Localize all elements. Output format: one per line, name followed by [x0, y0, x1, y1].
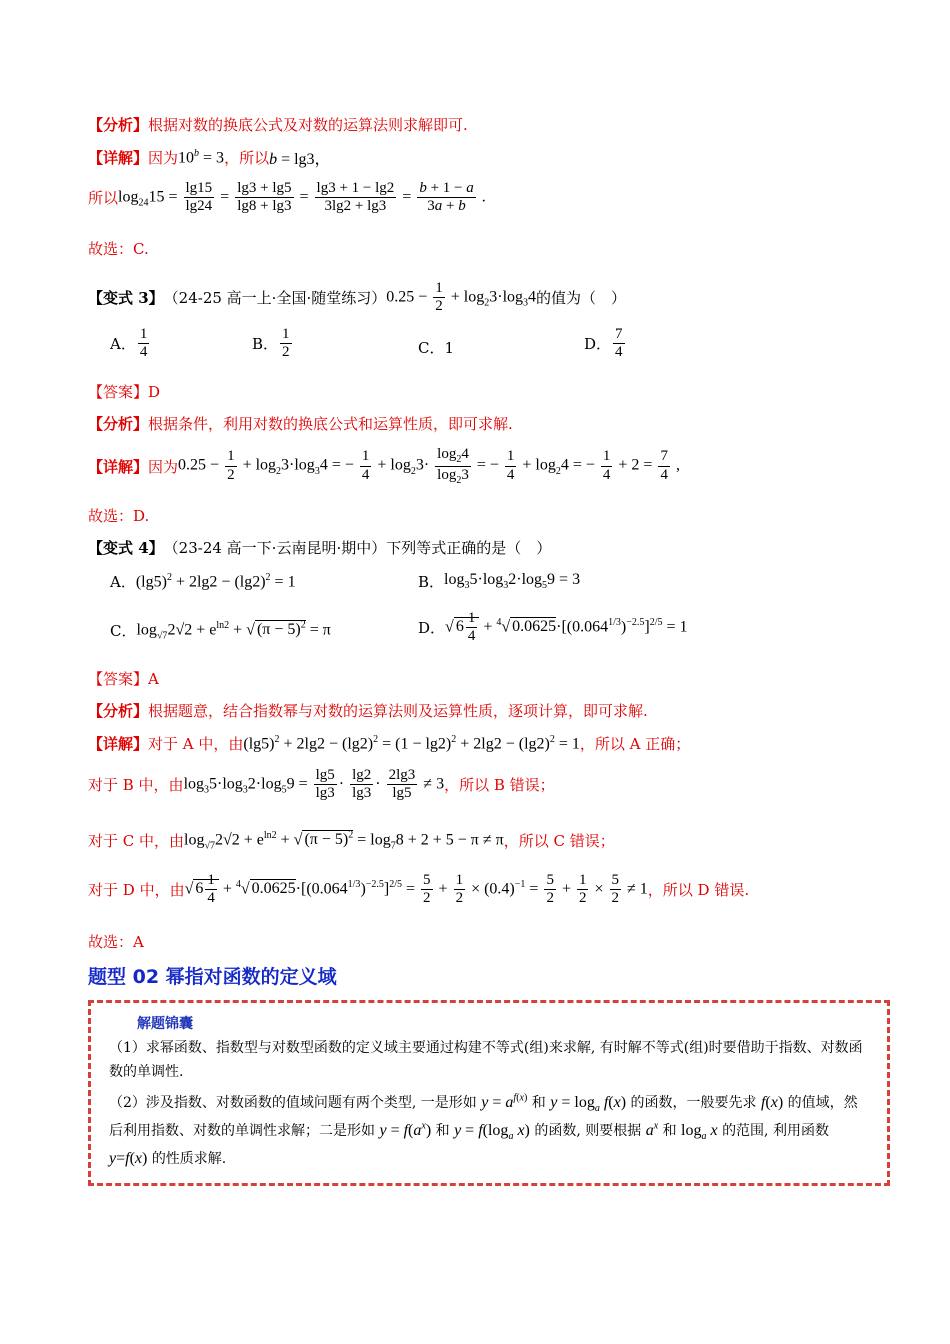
choose-line: 故选：A [88, 933, 144, 951]
box-title: 解题锦囊 [137, 1016, 193, 1032]
option-b: B． $\frac{1}{2}$ [252, 326, 290, 361]
detail-line-c: 对于 C 中，由 $\log_{√7}2√2 + e^{ln2}$ + √ $(\pi - 5)^2 = \log_78 + 2 + 5 - \pi \ne \pi$ ，所以 C 错误； [88, 830, 615, 852]
analysis-text: 根据对数的换底公式及对数的运算法则求解即可. [148, 116, 468, 134]
detail-line-a: 【详解】 对于 A 中，由 $(\lg 5)^2 + 2\lg 2 - (\lg 2)^2 = (1 - \lg 2)^2 + 2\lg 2 - (\lg 2)^2 = 1$ ，所以 A 正确； [88, 733, 691, 753]
variant4-stem: 【变式 4】 （23-24 高一下·云南昆明·期中） 下列等式正确的是（ ） [88, 539, 552, 557]
option-c: C． $\log_{√7}2√2 + e^{ln2}$ + √ $(\pi - 5)^2 = \pi$ [110, 620, 331, 642]
option-a: A． $\frac{1}{4}$ [110, 326, 148, 361]
detail-line-d: 对于 D 中，由 √ 6 $\frac{1}{4}$ + $^4$√ $0.0625\cdot[(0.064^{1/3})^{-2.5}]^{2/5}$ = $\frac{5}{2}$ + $\frac{1}{2}$ × $(0.4)^{-1}$ = $\frac{5}{2}$ + $\frac{1}{2}$ × $\frac{5}{2}$ ≠ 1 ，所以 D 错误. [88, 872, 750, 907]
variant-label: 【变式 3】 [88, 289, 164, 308]
choose-line: 故选：D. [88, 507, 150, 525]
answer-line: 【答案】D [88, 383, 161, 401]
source-text: （24-25 高一上·全国·随堂练习） [163, 289, 387, 308]
detail-mid: ，所以 [224, 149, 270, 167]
analysis-tag: 【分析】 [88, 116, 149, 134]
detail-line: 【详解】 因为 0.25 − $\frac{1}{2}$ + $\log_23\cdot\log_34$ = − $\frac{1}{4}$ + $\log_23\cdot$ $\frac{\log_24}{\log_23}$ = − $\frac{1}{4}$ + $\log_24$ = − $\frac{1}{4}$ + 2 = $\frac{7}{4}$ , [88, 446, 680, 486]
choose-line: 故选：C. [88, 240, 149, 258]
math-expr: $\log_{24}15$ = $\frac{\lg 15}{\lg 24}$ = $\frac{\lg 3 + \lg 5}{\lg 8 + \lg 3}$ = $\frac{\lg 3 + 1 - \lg 2}{3\lg 2 + \lg 3}$ = $\frac{b + 1 - a}{3a + b}$ . [118, 180, 486, 215]
option-d: D． $\frac{7}{4}$ [584, 326, 623, 361]
analysis-line: 【分析】 根据条件，利用对数的换底公式和运算性质，即可求解. [88, 415, 513, 433]
derivation-line [88, 180, 486, 216]
detail-text: 因为 [148, 149, 179, 167]
tip-paragraph-1: （1）求幂函数、指数型与对数型函数的定义域主要通过构建不等式(组)来求解, 有时解不等式(组)时要借助于指数、对数函数的单调性. [109, 1040, 863, 1080]
detail-line-b: 对于 B 中，由 $\log_35\cdot\log_32\cdot\log_59$ = $\frac{\lg 5}{\lg 3}$ · $\frac{\lg 2}{\lg 3}$ · $\frac{2\lg 3}{\lg 5}$ ≠ 3 ，所以 B 错误； [88, 767, 555, 802]
option-c: C．1 [418, 339, 455, 357]
analysis-line: 【分析】 根据题意，结合指数幂与对数的运算法则及运算性质，逐项计算，即可求解. [88, 702, 648, 720]
tip-paragraph-2: （2）涉及指数、对数函数的值域问题有两个类型, 一是形如 $y = a^{f(x)}$ 和 $y = \log_a f(x)$ 的函数，一般要先求 f(x) 的值域，然后利用指数、对数的单调性求解；二是形如 $y = f(a^x)$ 和 $y = f(\log_a$ x) 的函数, 则要根据 $a^x$ 和 $\log_a x$ 的范围, 利用函数 y=f(x) 的性质求解. [109, 1092, 858, 1167]
tips-box [88, 1000, 890, 1186]
math-expr: b = lg3， [269, 151, 331, 168]
math-expr: 0.25 − $\frac{1}{2}$ + $\log_23\cdot\log_34$ [386, 280, 537, 315]
math-expr: 0.25 − $\frac{1}{2}$ + $\log_23\cdot\log_34$ = − $\frac{1}{4}$ + $\log_23\cdot$ $\frac{\log_24}{\log_23}$ = − $\frac{1}{4}$ + $\log_24$ = − $\frac{1}{4}$ + 2 = $\frac{7}{4}$ , [178, 446, 680, 486]
option-a: A． $(\lg 5)^2 + 2\lg 2 - (\lg 2)^2 = 1$ [110, 571, 296, 591]
so-text: 所以 [88, 189, 119, 208]
stem-end: 的值为（ ） [536, 289, 627, 308]
option-d: D． √ 6 $\frac{1}{4}$ + $^4$√ $0.0625\cdot[(0.064^{1/3})^{-2.5}]^{2/5} = 1$ [418, 610, 688, 645]
variant3-stem [88, 280, 626, 316]
answer-line: 【答案】A [88, 670, 159, 688]
analysis-line [88, 114, 468, 135]
detail-tag: 【详解】 [88, 149, 149, 167]
math-expr: $10^b = 3$ [178, 147, 225, 167]
option-b: B． $\log_35\cdot\log_32\cdot\log_59 = 3$ [418, 571, 581, 592]
detail-line [88, 146, 331, 169]
section-heading: 题型 02 幂指对函数的定义域 [88, 966, 337, 988]
